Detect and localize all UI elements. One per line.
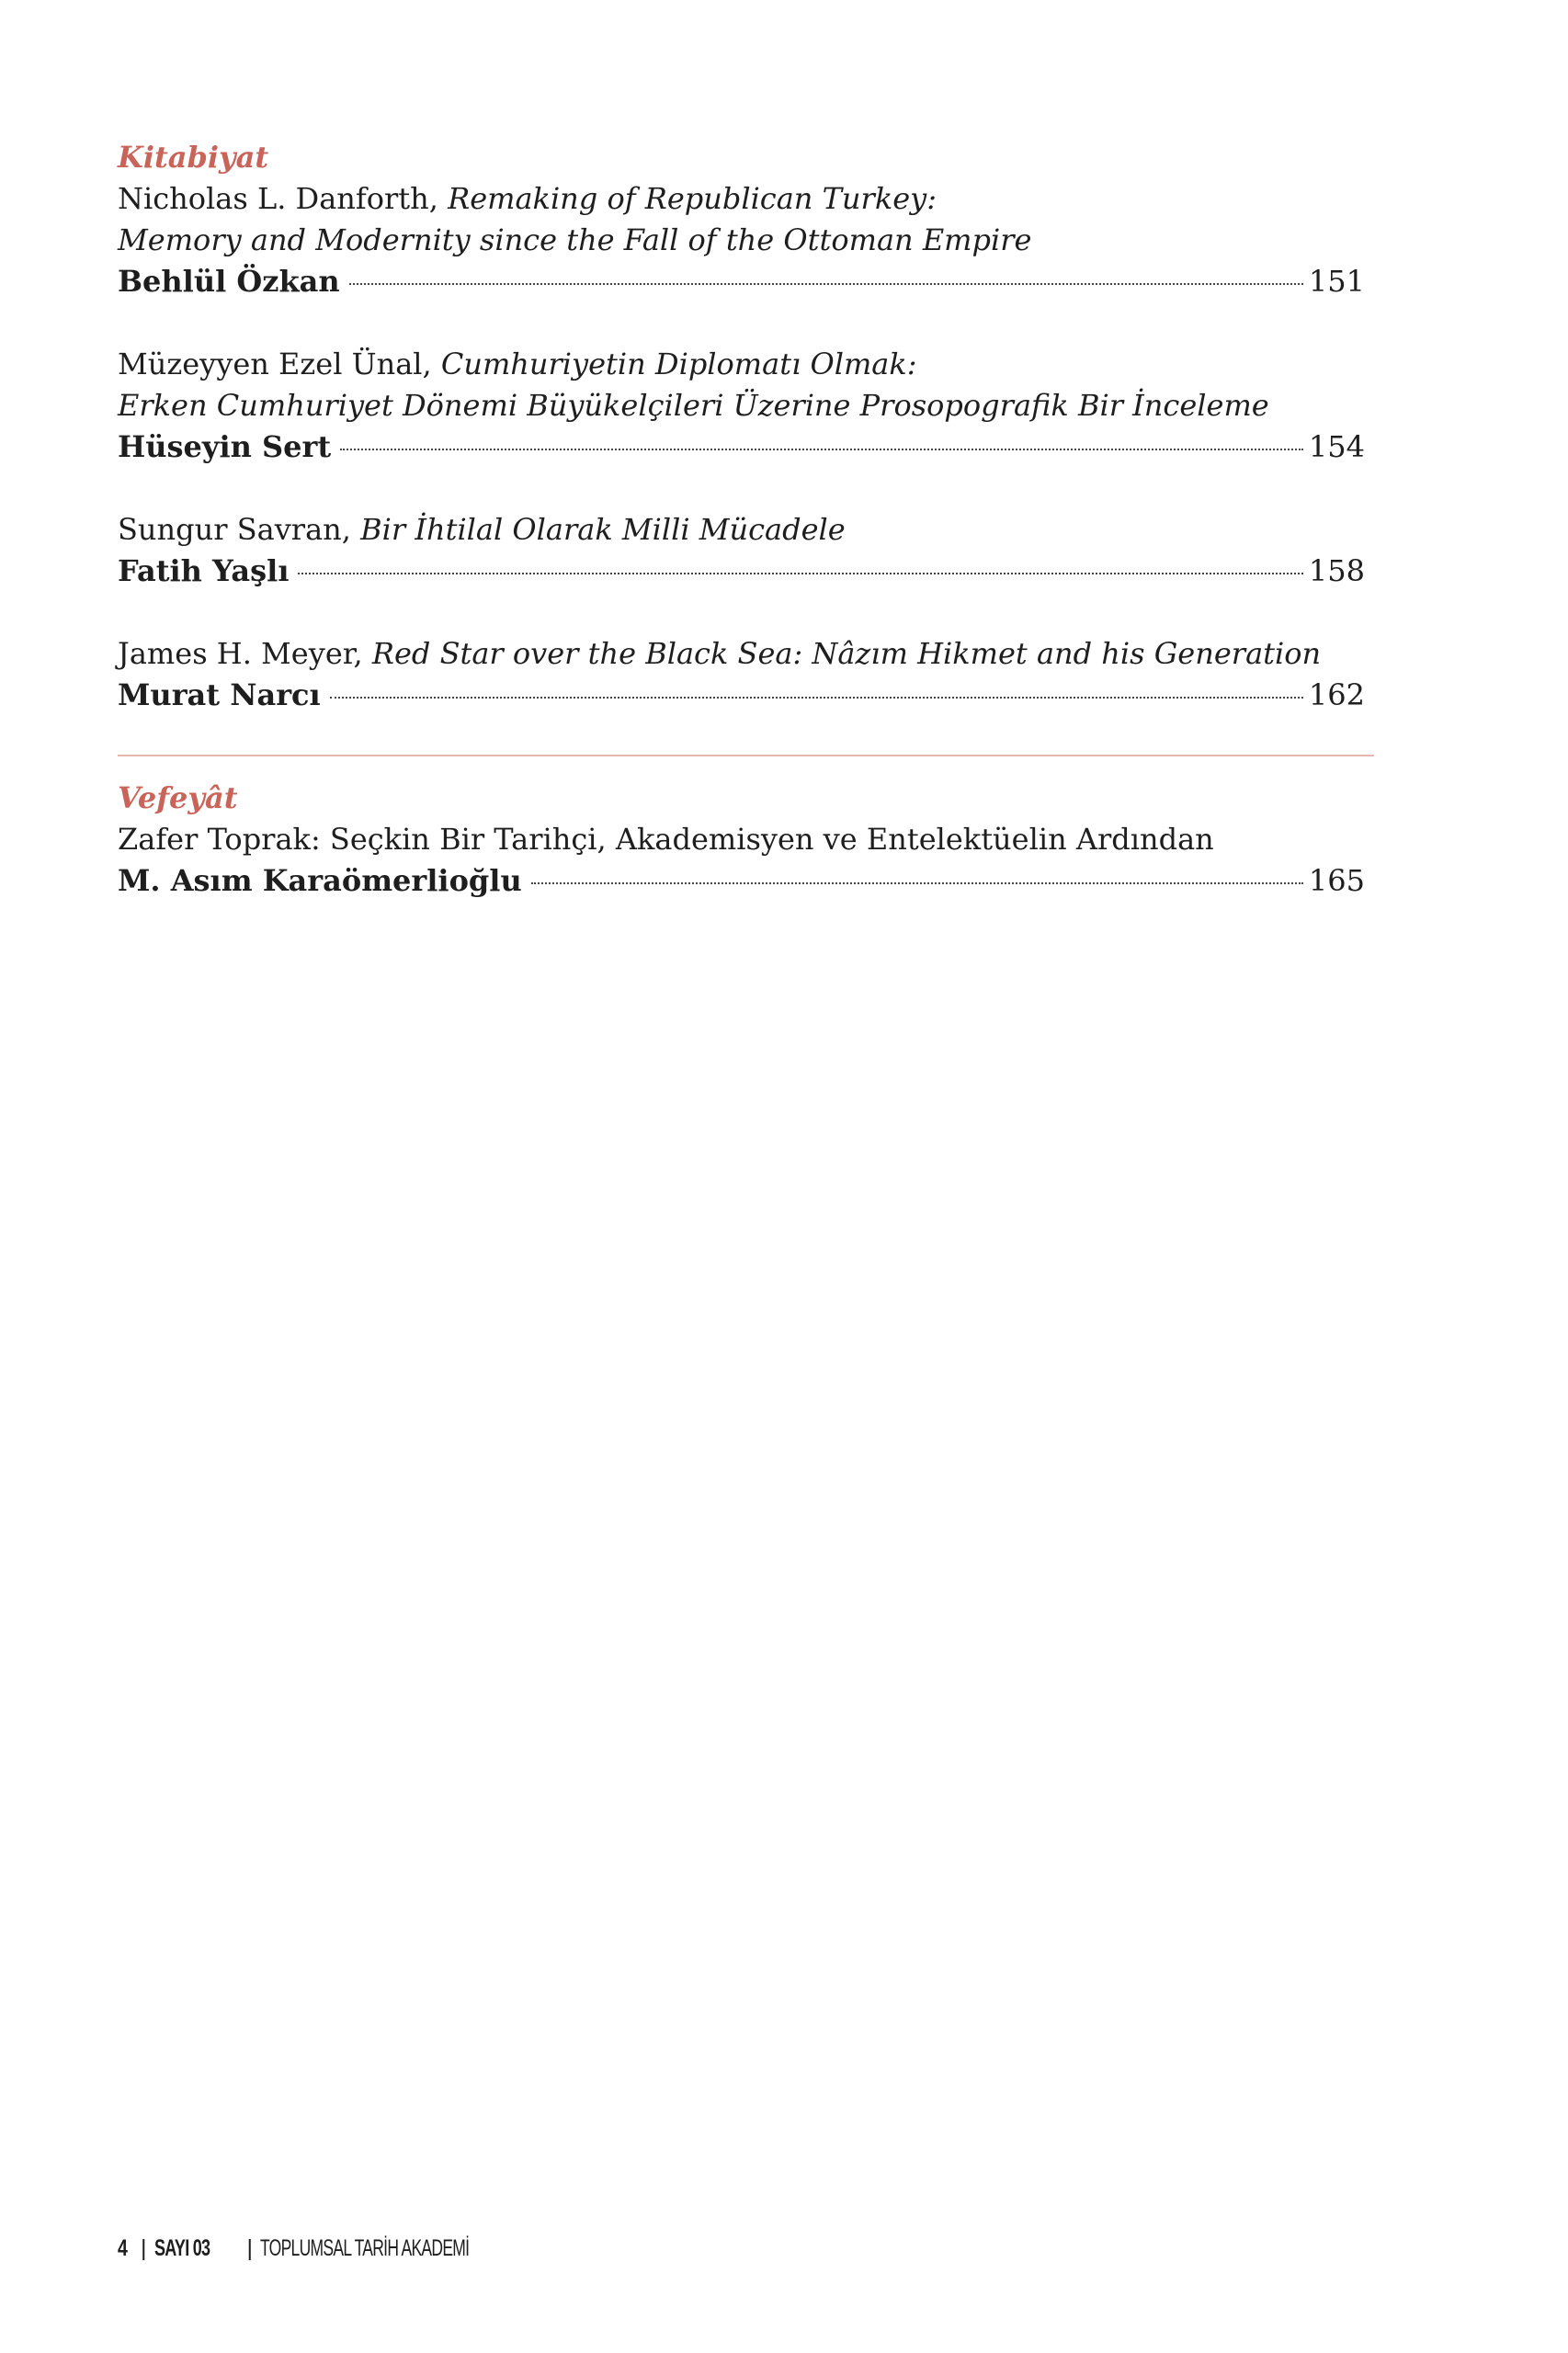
entry-title: Remaking of Republican Turkey: <box>448 181 937 216</box>
entry-title: Red Star over the Black Sea: Nâzım Hikmet and his Generation <box>371 636 1322 671</box>
entry-reviewer-line[interactable] <box>118 675 1365 716</box>
entry-page-number: 151 <box>1308 264 1365 299</box>
page-footer <box>118 2231 559 2266</box>
entry-author: Sungur Savran, <box>118 512 351 547</box>
entry-page-number: 154 <box>1308 429 1365 464</box>
entry-page-number: 165 <box>1308 863 1365 898</box>
footer-separator: | <box>141 2234 146 2261</box>
list-item <box>118 178 1368 302</box>
list-item <box>118 633 1368 716</box>
footer-separator: | <box>246 2234 252 2261</box>
entry-line <box>118 509 1368 551</box>
entry-reviewer: Fatih Yaşlı <box>118 553 290 588</box>
entry-reviewer-line[interactable] <box>118 426 1365 468</box>
section-vefeyat <box>118 777 1368 902</box>
entry-line <box>118 344 1368 385</box>
entry-reviewer-line[interactable] <box>118 551 1365 592</box>
entry-author: Nicholas L. Danforth, <box>118 181 438 216</box>
dot-leader <box>349 283 1303 285</box>
entry-line <box>118 633 1368 675</box>
entry-line <box>118 178 1368 220</box>
section-kitabiyat <box>118 136 1368 716</box>
dot-leader <box>298 573 1302 574</box>
entry-reviewer: Hüseyin Sert <box>118 429 332 464</box>
section-title: Kitabiyat <box>118 140 269 175</box>
dot-leader <box>330 697 1303 699</box>
entry-title: Erken Cumhuriyet Dönemi Büyükelçileri Üzerine Prosopografik Bir İnceleme <box>118 388 1269 423</box>
section-title: Vefeyât <box>118 780 238 815</box>
entry-page-number: 162 <box>1308 677 1365 712</box>
entry-line: Zafer Toprak: Seçkin Bir Tarihçi, Akademisyen ve Entelektüelin Ardından <box>118 822 1214 857</box>
entry-line <box>118 220 1368 261</box>
entry-author: Müzeyyen Ezel Ünal, <box>118 347 432 381</box>
entry-reviewer-line[interactable] <box>118 860 1365 902</box>
entry-reviewer: M. Asım Karaömerlioğlu <box>118 863 522 898</box>
entry-reviewer-line[interactable] <box>118 261 1365 302</box>
entry-page-number: 158 <box>1308 553 1365 588</box>
dot-leader <box>340 449 1303 450</box>
entry-reviewer: Murat Narcı <box>118 677 321 712</box>
list-item <box>118 509 1368 592</box>
list-item <box>118 819 1368 902</box>
entry-title: Bir İhtilal Olarak Milli Mücadele <box>360 512 846 547</box>
dot-leader <box>531 882 1303 884</box>
footer-journal-name: TOPLUMSAL TARİH AKADEMİ <box>260 2234 470 2261</box>
entry-title: Cumhuriyetin Diplomatı Olmak: <box>440 347 917 381</box>
list-item <box>118 344 1368 468</box>
entry-title: Memory and Modernity since the Fall of the Ottoman Empire <box>118 222 1032 257</box>
section-divider <box>118 755 1374 756</box>
entry-reviewer: Behlül Özkan <box>118 264 340 299</box>
entry-author: James H. Meyer, <box>118 636 363 671</box>
footer-issue: SAYI 03 <box>153 2234 210 2261</box>
entry-line <box>118 385 1368 426</box>
table-of-contents <box>118 136 1368 902</box>
footer-page-number: 4 <box>118 2234 128 2261</box>
